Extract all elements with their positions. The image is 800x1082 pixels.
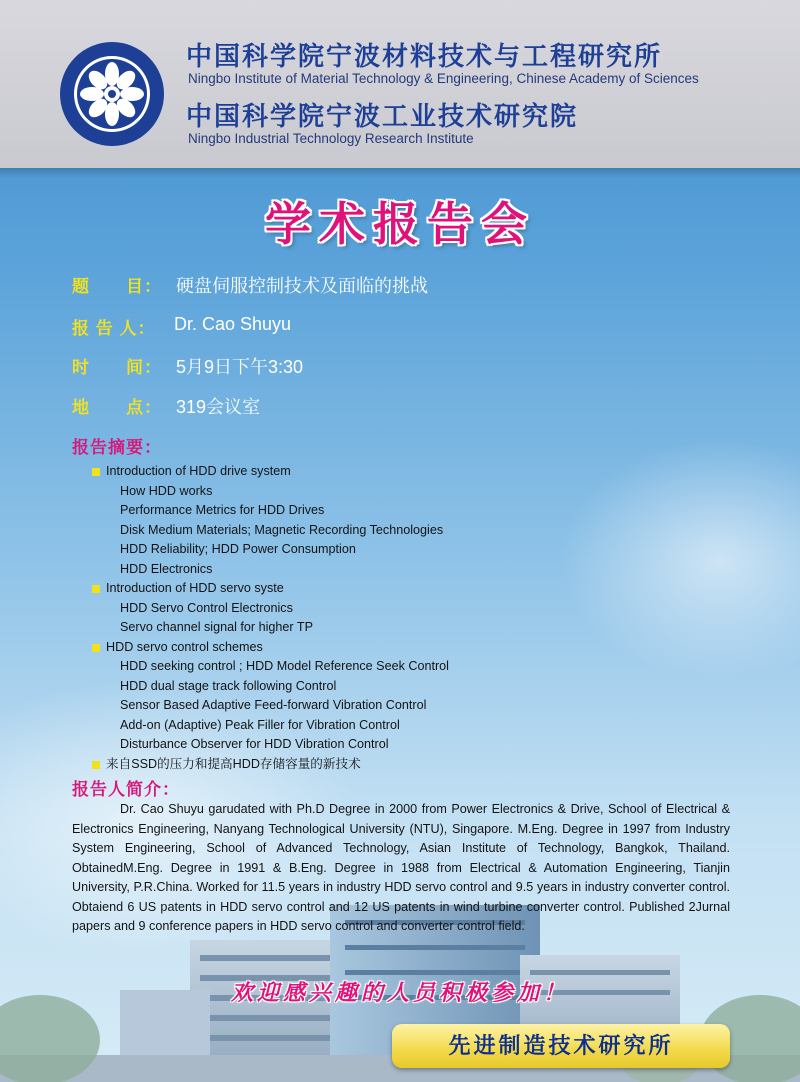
list-item-text: Performance Metrics for HDD Drives [120, 503, 325, 517]
cas-logo-icon [58, 40, 166, 148]
tree [0, 995, 100, 1082]
abstract-heading: 报告摘要： [72, 438, 162, 458]
institute-name-cn-2: 中国科学院宁波工业技术研究院 [186, 102, 579, 132]
list-item-text: HDD servo control schemes [106, 639, 263, 654]
time-value: 5月9日下午3:30 [176, 357, 304, 377]
list-item [92, 482, 449, 502]
bullet-icon [92, 468, 100, 476]
list-item [92, 560, 449, 580]
list-item [92, 716, 449, 736]
list-item-text: Disturbance Observer for HDD Vibration Control [120, 737, 389, 751]
institute-name-en-2: Ningbo Industrial Technology Research Institute [188, 131, 474, 146]
abstract-list [92, 462, 449, 774]
list-item [92, 599, 449, 619]
list-item-text: Sensor Based Adaptive Feed-forward Vibration Control [120, 698, 427, 712]
list-item-text: HDD Electronics [120, 561, 213, 576]
list-item [92, 579, 449, 599]
speaker-value: Dr. Cao Shuyu [174, 314, 292, 334]
list-item-text: Introduction of HDD drive system [106, 464, 291, 478]
list-item [92, 657, 449, 677]
topic-label: 题 目： [72, 277, 162, 296]
institute-name-cn-1: 中国科学院宁波材料技术与工程研究所 [186, 42, 663, 72]
list-item-text: How HDD works [120, 483, 213, 498]
list-item-text: HDD Servo Control Electronics [120, 600, 293, 615]
list-item [92, 521, 449, 541]
location-value: 319会议室 [176, 397, 261, 417]
list-item-text: 来自SSD的压力和提高HDD存储容量的新技术 [106, 756, 361, 771]
poster-title: 学术报告会 [265, 197, 535, 251]
list-item-text: HDD dual stage track following Control [120, 678, 337, 693]
list-item [92, 735, 449, 755]
list-item [92, 755, 449, 775]
bullet-icon [92, 761, 100, 769]
list-item-text: Add-on (Adaptive) Peak Filler for Vibration Control [120, 717, 400, 732]
list-item-text: Servo channel signal for higher TP [120, 620, 313, 634]
list-item [92, 462, 449, 482]
speaker-label: 报 告 人： [72, 319, 156, 338]
bio-text: Dr. Cao Shuyu garudated with Ph.D Degree in 2000 from Power Electronics & Drive, School of Electrical & Electronics Engineering, Nanyang Technological University (NTU), Singapore. M.Eng. Degree in 1997 from Industry System Engineering, School of Advanced Technology, Asian Institute of Technology, Bangkok, Thailand. ObtainedM.Eng. Degree in 1991 & B.Eng. Degree in 1988 from Electrical & Automation Engineering, Tianjin University, P.R.China. Worked for 11.5 years in industry HDD servo control and 9.5 years in industry converter control. Obtaiend 6 US patents in HDD servo control and 12 US patents in wind turbine converter control. Published 2Jurnal papers and 9 conference papers in HDD servo control and converter control field. [72, 802, 730, 933]
bio-heading: 报告人简介： [72, 780, 180, 800]
list-item [92, 677, 449, 697]
bullet-icon [92, 585, 100, 593]
header-shadow [0, 168, 800, 178]
sky-glow-right [560, 440, 800, 680]
list-item [92, 638, 449, 658]
location-label: 地 点： [72, 398, 162, 417]
bullet-icon [92, 644, 100, 652]
topic-value: 硬盘伺服控制技术及面临的挑战 [176, 276, 428, 296]
time-label: 时 间： [72, 358, 162, 377]
logo-text [60, 150, 164, 151]
list-item [92, 540, 449, 560]
welcome-message: 欢迎感兴趣的人员积极参加！ [230, 980, 569, 1006]
list-item-text: HDD seeking control ; HDD Model Reference Seek Control [120, 659, 449, 673]
department-badge: 先进制造技术研究所 [392, 1024, 730, 1068]
list-item-text: HDD Reliability; HDD Power Consumption [120, 542, 356, 556]
list-item [92, 696, 449, 716]
list-item [92, 501, 449, 521]
list-item-text: Disk Medium Materials; Magnetic Recording Technologies [120, 522, 444, 537]
institute-name-en-1: Ningbo Institute of Material Technology & Engineering, Chinese Academy of Sciences [188, 71, 699, 86]
list-item [92, 618, 449, 638]
list-item-text: Introduction of HDD servo syste [106, 581, 284, 595]
